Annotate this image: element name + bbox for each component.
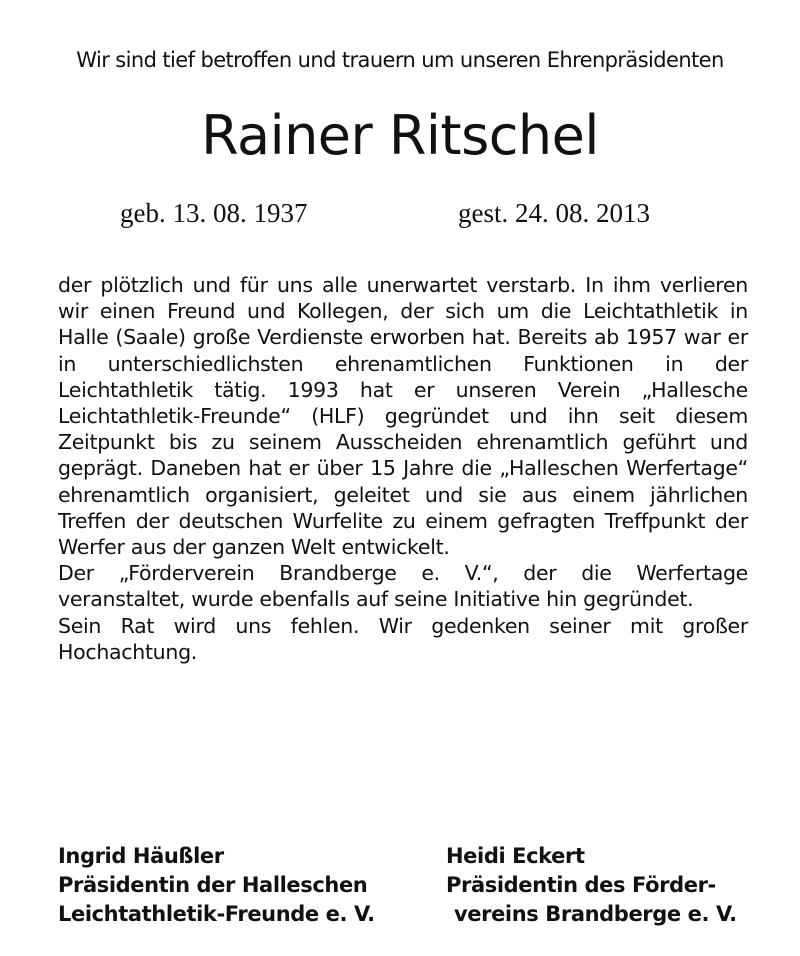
signatory-organization: Leichtathletik-Freunde e. V. — [58, 902, 375, 926]
paragraph-tribute: der plötzlich und für uns alle unerwartet verstarb. In ihm verlieren wir einen Freund und Kollegen, der sich um die Leichtathletik in Halle (Saale) große Verdienste erworben hat. Bereits ab 1957 war er in unterschiedlichsten ehrenamtlichen Funktionen in der Leichtathletik tätig. 1993 hat er unseren Verein „Hallesche Leichtathletik-Freunde“ (HLF) gegründet und ihn seit diesem Zeitpunkt bis zu seinem Ausscheiden ehrenamtlich geführt und geprägt. Daneben hat er über 15 Jahre die „Halleschen Werfertage“ ehrenamtlich organisiert, geleitet und sie aus einem jährlichen Treffen der deutschen Wurfelite zu einem gefragten Treffpunkt der Werfer aus der ganzen Welt entwickelt. — [58, 273, 748, 560]
intro-line: Wir sind tief betroffen und trauern um unseren Ehrenpräsidenten — [76, 48, 724, 72]
signatory-name: Heidi Eckert — [446, 844, 585, 868]
signatory-title: Präsidentin der Halleschen — [58, 873, 368, 897]
signature-block-left — [58, 842, 375, 929]
signatory-organization: vereins Brandberge e. V. — [454, 902, 737, 926]
signatory-name: Ingrid Häußler — [58, 844, 224, 868]
birth-date: geb. 13. 08. 1937 — [120, 198, 308, 228]
signature-block-right — [446, 842, 737, 929]
paragraph-closing: Sein Rat wird uns fehlen. Wir gedenken seiner mit großer Hochachtung. — [58, 613, 748, 664]
deceased-name: Rainer Ritschel — [201, 104, 599, 167]
death-date: gest. 24. 08. 2013 — [458, 198, 650, 228]
obituary-text — [58, 272, 748, 665]
paragraph-foerderverein: Der „Förderverein Brandberge e. V.“, der die Werfertage veranstaltet, wurde ebenfalls auf seine Initiative hin gegründet. — [58, 561, 748, 612]
signatory-title: Präsidentin des Förder- — [446, 873, 716, 897]
